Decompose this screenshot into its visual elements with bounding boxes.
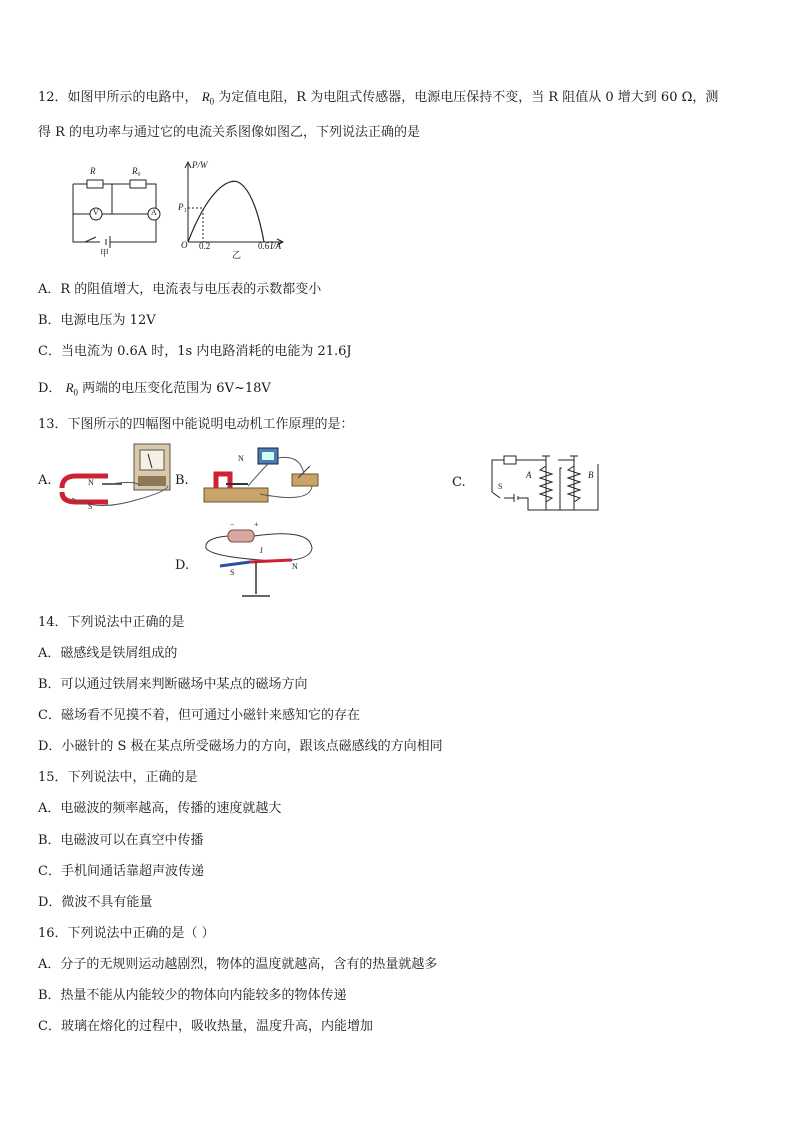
q12-stem-line2: 得 R 的电功率与通过它的电流关系图像如图乙，下列说法正确的是 [38, 125, 421, 140]
origin-label: O [181, 240, 188, 250]
fig-c-label-a: A [526, 470, 532, 480]
label-R: R [90, 166, 96, 176]
q13-option-c-label: C. [452, 475, 466, 490]
fig-a-label-n: N [88, 478, 94, 487]
y-axis-label: P/W [192, 160, 208, 170]
electromagnet-circuit-figure [484, 448, 606, 516]
fig-d-label-s: S [230, 568, 235, 577]
q15-option-c: C．手机间通话靠超声波传递 [38, 864, 204, 879]
fig-d-label-i: I [260, 546, 263, 555]
q15-option-d: D．微波不具有能量 [38, 895, 153, 910]
fig-d-svg [200, 520, 325, 604]
r0-symbol-d: $R_0$ [65, 380, 79, 398]
motor-apparatus-figure [200, 444, 325, 514]
fig-b-svg [200, 444, 325, 514]
q14-option-d: D．小磁针的 S 极在某点所受磁场力的方向，跟该点磁感线的方向相同 [38, 739, 443, 754]
q16-option-c: C．玻璃在熔化的过程中，吸收热量，温度升高，内能增加 [38, 1019, 373, 1034]
q13-stem: 13．下图所示的四幅图中能说明电动机工作原理的是： [38, 417, 354, 432]
q14-option-b: B．可以通过铁屑来判断磁场中某点的磁场方向 [38, 677, 308, 692]
power-current-graph-yi [178, 160, 288, 260]
fig-b-label-n: N [238, 454, 244, 463]
q12-option-c: C．当电流为 0.6A 时，1s 内电路消耗的电能为 21.6J [38, 344, 352, 359]
x-axis-label: I/A [270, 241, 281, 251]
q12-option-d: D． $R_0$ 两端的电压变化范围为 6V~18V [38, 380, 271, 398]
q13-option-a-label: A. [38, 473, 52, 488]
q14-stem: 14．下列说法中正确的是 [38, 615, 185, 630]
q12-stem-line1 [38, 88, 718, 111]
q16-option-b: B．热量不能从内能较少的物体向内能较多的物体传递 [38, 988, 347, 1003]
q14-option-c: C．磁场看不见摸不着，但可通过小磁针来感知它的存在 [38, 708, 360, 723]
fig-d-minus: − [230, 520, 235, 529]
fig-c-label-s: S [498, 482, 503, 491]
x-tick-0-6: 0.6 [258, 241, 270, 251]
caption-jia: 甲 [100, 248, 110, 258]
q15-option-b: B．电磁波可以在真空中传播 [38, 833, 204, 848]
galvanometer-induction-figure [56, 440, 176, 518]
q13-option-d-label: D. [175, 558, 190, 573]
fig-c-label-b: B [588, 470, 594, 480]
circuit-diagram-jia [38, 156, 178, 261]
ammeter-icon: A [151, 208, 157, 217]
q15-option-a: A．电磁波的频率越高，传播的速度就越大 [38, 801, 282, 816]
q13-option-b-label: B. [175, 473, 189, 488]
q12-stem-text-a: 12．如图甲所示的电路中， [38, 90, 198, 105]
q12-stem-text-b: 为定值电阻，R 为电阻式传感器，电源电压保持不变，当 R 阻值从 0 增大到 60 Ω，测 [218, 90, 719, 105]
x-tick-0-2: 0.2 [199, 241, 211, 251]
fig-a-label-s: S [88, 502, 93, 511]
q12-option-a: A．R 的阻值增大，电流表与电压表的示数都变小 [38, 282, 322, 297]
oersted-experiment-figure [200, 520, 325, 604]
q16-stem: 16．下列说法中正确的是（ ） [38, 926, 215, 941]
caption-yi: 乙 [232, 250, 242, 260]
fig-d-plus: + [254, 520, 259, 529]
q15-stem: 15．下列说法中，正确的是 [38, 770, 198, 785]
fig-d-label-n: N [292, 562, 298, 571]
q14-option-a: A．磁感线是铁屑组成的 [38, 646, 178, 661]
label-R0: R₀ [132, 166, 141, 176]
r0-symbol: $R_0$ [201, 89, 215, 107]
q12-option-b: B．电源电压为 12V [38, 313, 156, 328]
fig-a-svg [56, 440, 176, 518]
q16-option-a: A．分子的无规则运动越剧烈，物体的温度就越高，含有的热量就越多 [38, 957, 438, 972]
p1-label: P₁ [178, 202, 187, 212]
voltmeter-icon: V [93, 208, 99, 217]
